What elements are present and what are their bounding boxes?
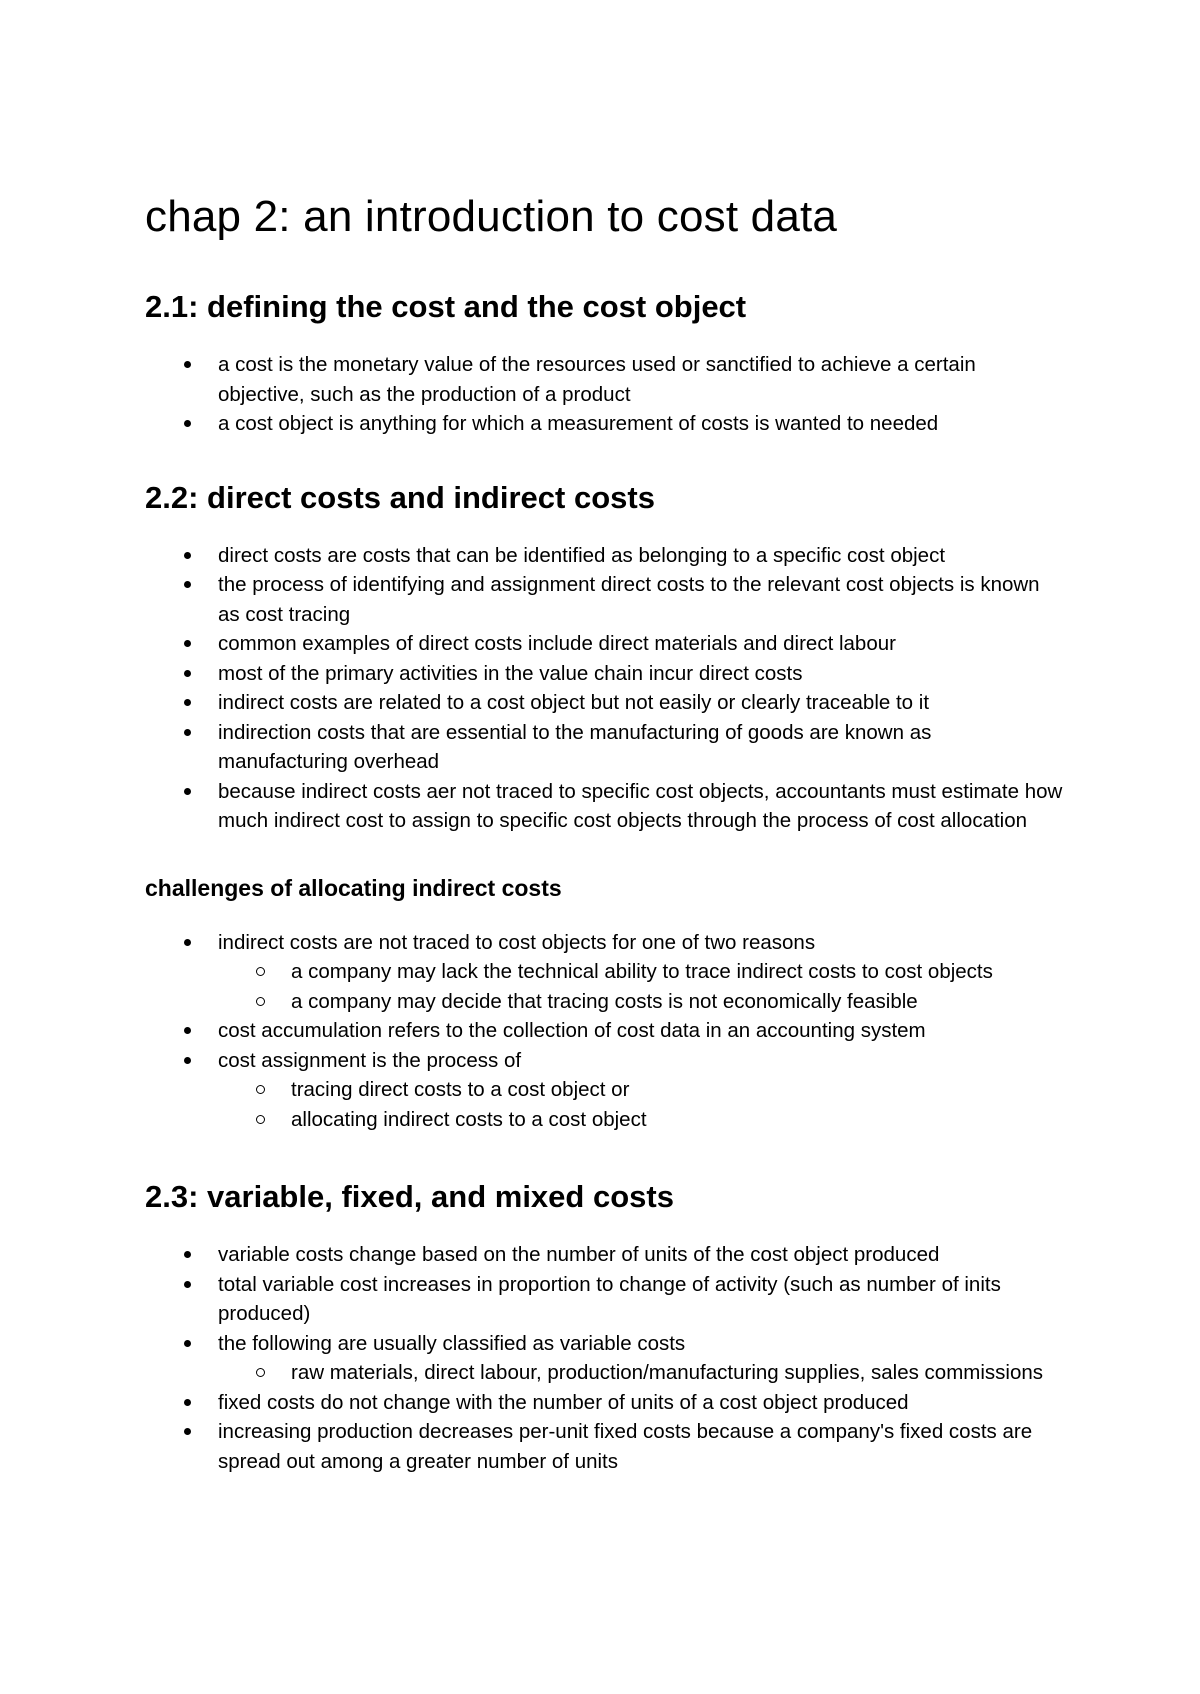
list-item: cost assignment is the process of tracing direct costs to a cost object or allocating indirect costs to a cost object xyxy=(145,1046,1065,1135)
bullet-list xyxy=(145,350,1065,439)
bullet-list xyxy=(145,1240,1065,1476)
list-item: total variable cost increases in proportion to change of activity (such as number of inits produced) xyxy=(145,1270,1065,1329)
nested-list xyxy=(218,957,1065,1016)
bullet-icon xyxy=(184,1399,191,1406)
section-heading: 2.3: variable, fixed, and mixed costs xyxy=(145,1179,674,1214)
bullet-icon xyxy=(184,361,191,368)
list-item: indirect costs are related to a cost object but not easily or clearly traceable to it xyxy=(145,688,1065,718)
bullet-icon xyxy=(184,1027,191,1034)
hollow-bullet-icon xyxy=(256,967,265,976)
list-item: increasing production decreases per-unit fixed costs because a company's fixed costs are spread out among a greater number of units xyxy=(145,1417,1065,1476)
hollow-bullet-icon xyxy=(256,1115,265,1124)
bullet-icon xyxy=(184,939,191,946)
list-item: indirection costs that are essential to the manufacturing of goods are known as manufacturing overhead xyxy=(145,718,1065,777)
bullet-icon xyxy=(184,581,191,588)
bullet-icon xyxy=(184,1340,191,1347)
nested-list-item: a company may lack the technical ability to trace indirect costs to cost objects xyxy=(218,957,1065,987)
list-item: because indirect costs aer not traced to specific cost objects, accountants must estimate how much indirect cost to assign to specific cost objects through the process of cost allocation xyxy=(145,777,1065,836)
nested-list xyxy=(218,1358,1065,1388)
list-item: a cost is the monetary value of the resources used or sanctified to achieve a certain objective, such as the production of a product xyxy=(145,350,1065,409)
bullet-icon xyxy=(184,640,191,647)
list-item: a cost object is anything for which a measurement of costs is wanted to needed xyxy=(145,409,1065,439)
list-item: common examples of direct costs include direct materials and direct labour xyxy=(145,629,1065,659)
section-heading: 2.1: defining the cost and the cost object xyxy=(145,289,747,324)
section-heading: 2.2: direct costs and indirect costs xyxy=(145,479,655,515)
list-item: direct costs are costs that can be identified as belonging to a specific cost object xyxy=(145,541,1065,571)
hollow-bullet-icon xyxy=(256,997,265,1006)
list-item: the following are usually classified as variable costs raw materials, direct labour, production/manufacturing supplies, sales commissions xyxy=(145,1329,1065,1388)
nested-list xyxy=(218,1075,1065,1134)
bullet-icon xyxy=(184,1057,191,1064)
list-item: cost accumulation refers to the collection of cost data in an accounting system xyxy=(145,1016,1065,1046)
bullet-list xyxy=(145,541,1065,836)
section-2-1 xyxy=(145,288,1065,439)
nested-list-item: tracing direct costs to a cost object or xyxy=(218,1075,1065,1105)
subsection-heading: challenges of allocating indirect costs xyxy=(145,874,562,901)
list-item: indirect costs are not traced to cost objects for one of two reasons a company may lack the technical ability to trace indirect costs to cost objects a company may decide that tracing costs is not economically feasible xyxy=(145,928,1065,1017)
subsection-challenges xyxy=(145,874,1065,1135)
bullet-icon xyxy=(184,670,191,677)
document-title: chap 2: an introduction to cost data xyxy=(145,192,838,241)
bullet-icon xyxy=(184,699,191,706)
bullet-icon xyxy=(184,1281,191,1288)
nested-list-item: a company may decide that tracing costs is not economically feasible xyxy=(218,987,1065,1017)
bullet-icon xyxy=(184,420,191,427)
nested-list-item: raw materials, direct labour, production/manufacturing supplies, sales commissions xyxy=(218,1358,1065,1388)
bullet-icon xyxy=(184,1251,191,1258)
section-2-3 xyxy=(145,1178,1065,1476)
list-item: the process of identifying and assignment direct costs to the relevant cost objects is known as cost tracing xyxy=(145,570,1065,629)
bullet-icon xyxy=(184,788,191,795)
list-item: fixed costs do not change with the number of units of a cost object produced xyxy=(145,1388,1065,1418)
list-item: most of the primary activities in the value chain incur direct costs xyxy=(145,659,1065,689)
hollow-bullet-icon xyxy=(256,1085,265,1094)
list-item: variable costs change based on the number of units of the cost object produced xyxy=(145,1240,1065,1270)
section-2-2 xyxy=(145,479,1065,836)
nested-list-item: allocating indirect costs to a cost object xyxy=(218,1105,1065,1135)
bullet-icon xyxy=(184,552,191,559)
bullet-icon xyxy=(184,1428,191,1435)
bullet-list xyxy=(145,928,1065,1135)
hollow-bullet-icon xyxy=(256,1368,265,1377)
document-page xyxy=(145,190,1065,1476)
bullet-icon xyxy=(184,729,191,736)
